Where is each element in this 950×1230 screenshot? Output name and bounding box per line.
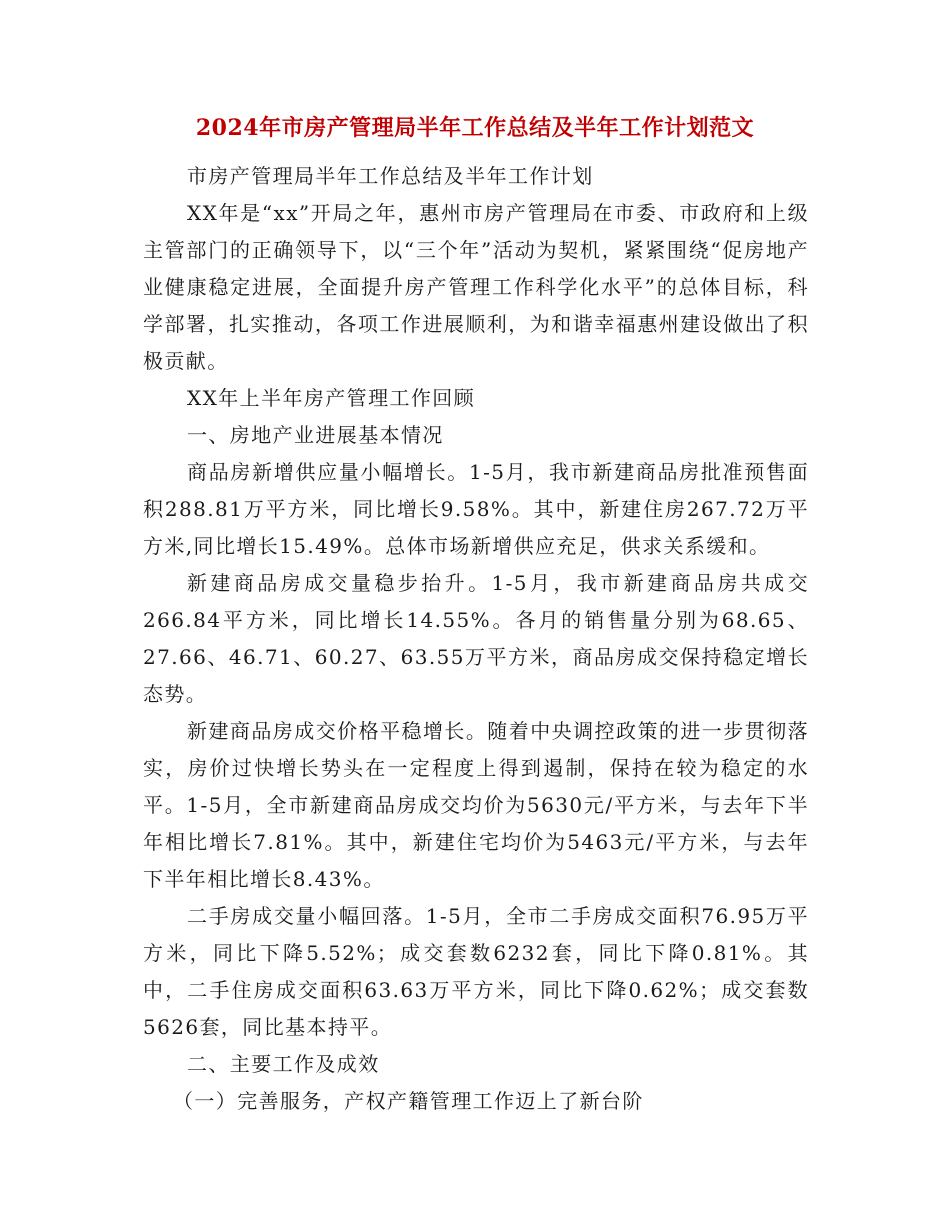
paragraph-subsection-one-heading: （一）完善服务，产权产籍管理工作迈上了新台阶 — [173, 1089, 644, 1113]
document-body — [143, 158, 809, 1120]
paragraph-review-heading: XX年上半年房产管理工作回顾 — [187, 386, 476, 410]
paragraph-prices: 新建商品房成交价格平稳增长。随着中央调控政策的进一步贯彻落实，房价过快增长势头在一定程度上得到遏制，保持在较为稳定的水平。1-5月，全市新建商品房成交均价为5630元/平方米，与去年下半年相比增长7.81%。其中，新建住宅均价为5463元/平方米，与去年下半年相比增长8.43%。 — [143, 719, 809, 891]
paragraph-supply: 商品房新增供应量小幅增长。1-5月，我市新建商品房批准预售面积288.81万平方米，同比增长9.58%。其中，新建住房267.72万平方米,同比增长15.49%。总体市场新增供应充足，供求关系缓和。 — [143, 460, 809, 558]
document-title: 2024年市房产管理局半年工作总结及半年工作计划范文 — [195, 115, 755, 141]
paragraph-intro: XX年是“xx”开局之年，惠州市房产管理局在市委、市政府和上级主管部门的正确领导下，以“三个年”活动为契机，紧紧围绕“促房地产业健康稳定进展，全面提升房产管理工作科学化水平”的总体目标，科学部署，扎实推动，各项工作进展顺利，为和谐幸福惠州建设做出了积极贡献。 — [143, 201, 809, 373]
paragraph-second-hand: 二手房成交量小幅回落。1-5月，全市二手房成交面积76.95万平方米，同比下降5.52%；成交套数6232套，同比下降0.81%。其中，二手住房成交面积63.63万平方米，同比下降0.62%；成交套数5626套，同比基本持平。 — [143, 904, 809, 1039]
paragraph-section-two-heading: 二、主要工作及成效 — [187, 1052, 380, 1076]
paragraph-subtitle: 市房产管理局半年工作总结及半年工作计划 — [187, 164, 594, 188]
paragraph-transactions: 新建商品房成交量稳步抬升。1-5月，我市新建商品房共成交266.84平方米，同比增长14.55%。各月的销售量分别为68.65、27.66、46.71、60.27、63.55万平方米，商品房成交保持稳定增长态势。 — [143, 571, 809, 706]
paragraph-section-one-heading: 一、房地产业进展基本情况 — [187, 423, 444, 447]
